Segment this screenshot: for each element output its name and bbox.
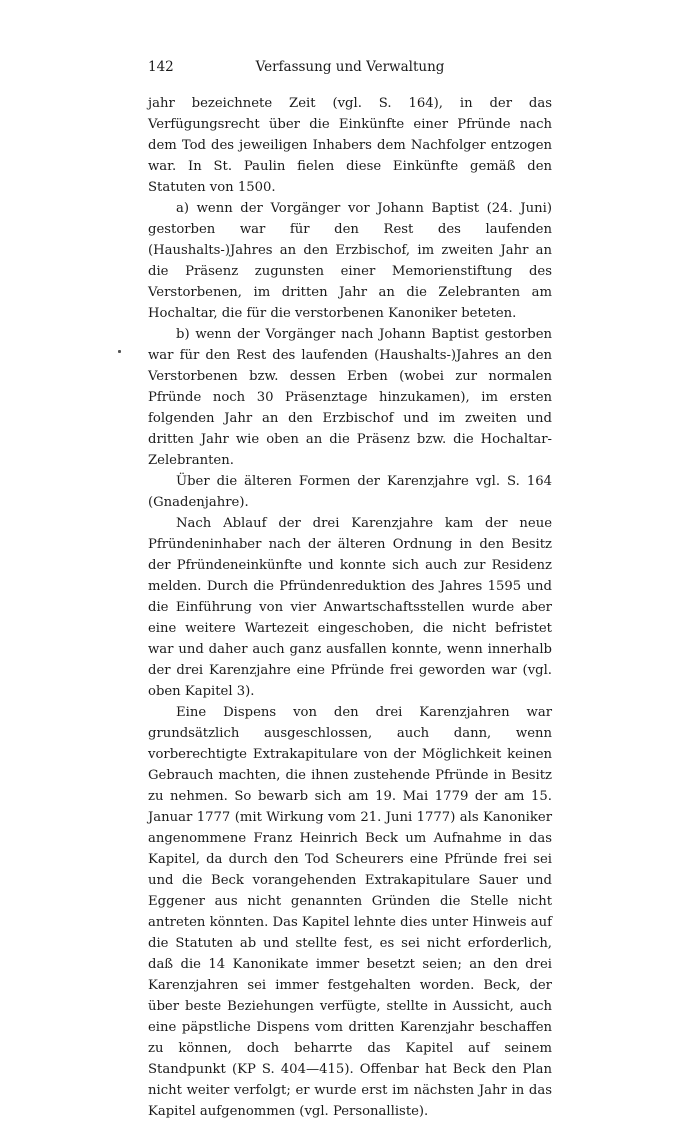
page-header (148, 56, 552, 78)
paragraph-after-karenz: Nach Ablauf der drei Karenzjahre kam der neue Pfründeninhaber nach der älteren Ordnung in den Besitz der Pfründeneinkünfte und konnte sich auch zur Residenz melden. Durch die Pfründenreduktion des Jahres 1595 und die Einführung von vier Anwartschaftsstellen wurde aber eine weitere Wartezeit eingeschoben, die nicht befristet war und daher auch ganz ausfallen konnte, wenn innerhalb der drei Karenzjahre eine Pfründe frei geworden war (vgl. oben Kapitel 3). (148, 516, 552, 699)
paragraph-case-b: b) wenn der Vorgänger nach Johann Baptist gestorben war für den Rest des laufenden (Haushalts-)Jahres an den Verstorbenen bzw. dessen Erben (wobei zur normalen Pfründe noch 30 Präsenztage hinzukamen), im ersten folgenden Jahr an den Erzbischof und im zweiten und dritten Jahr wie oben an die Präsenz bzw. die Hochaltar-Zelebranten. (148, 327, 552, 468)
book-page (148, 56, 552, 1122)
paragraph-dispens: Eine Dispens von den drei Karenzjahren war grundsätzlich ausgeschlossen, auch dann, wenn vorberechtigte Extrakapitulare von der Möglichkeit keinen Gebrauch machten, die ihnen zustehende Pfründe in Besitz zu nehmen. So bewarb sich am 19. Mai 1779 der am 15. Januar 1777 (mit Wirkung vom 21. Juni 1777) als Kanoniker angenommene Franz Heinrich Beck um Aufnahme in das Kapitel, da durch den Tod Scheurers eine Pfründe frei sei und die Beck vorangehenden Extrakapitulare Sauer und Eggener aus nicht genannten Gründen die Stelle nicht antreten könnten. Das Kapitel lehnte dies unter Hinweis auf die Statuten ab und stellte fest, es sei nicht erforderlich, daß die 14 Kanonikate immer besetzt seien; an den drei Karenzjahren sei immer festgehalten worden. Beck, der über beste Beziehungen verfügte, stellte in Aussicht, auch eine päpstliche Dispens vom dritten Karenzjahr beschaffen zu können, doch beharrte das Kapitel auf seinem Standpunkt (KP S. 404—415). Offenbar hat Beck den Plan nicht weiter verfolgt; er wurde erst im nächsten Jahr in das Kapitel aufgenommen (vgl. Personalliste). (148, 705, 552, 1119)
stray-ink-mark (118, 350, 121, 353)
paragraph-continuation: jahr bezeichnete Zeit (vgl. S. 164), in der das Verfügungsrecht über die Einkünfte einer Pfründe nach dem Tod des jeweiligen Inhabers dem Nachfolger entzogen war. In St. Paulin fielen diese Einkünfte gemäß den Statuten von 1500. (148, 96, 552, 195)
body-text (148, 93, 552, 1122)
page-number: 142 (148, 59, 174, 75)
paragraph-case-a: a) wenn der Vorgänger vor Johann Baptist (24. Juni) gestorben war für den Rest des laufenden (Haushalts-)Jahres an den Erzbischof, im zweiten Jahr an die Präsenz zugunsten einer Memorienstiftung des Verstorbenen, im dritten Jahr an die Zelebranten am Hochaltar, die für die verstorbenen Kanoniker beteten. (148, 201, 552, 321)
paragraph-older-forms: Über die älteren Formen der Karenzjahre vgl. S. 164 (Gnadenjahre). (148, 474, 552, 510)
running-head: Verfassung und Verwaltung (255, 59, 445, 75)
